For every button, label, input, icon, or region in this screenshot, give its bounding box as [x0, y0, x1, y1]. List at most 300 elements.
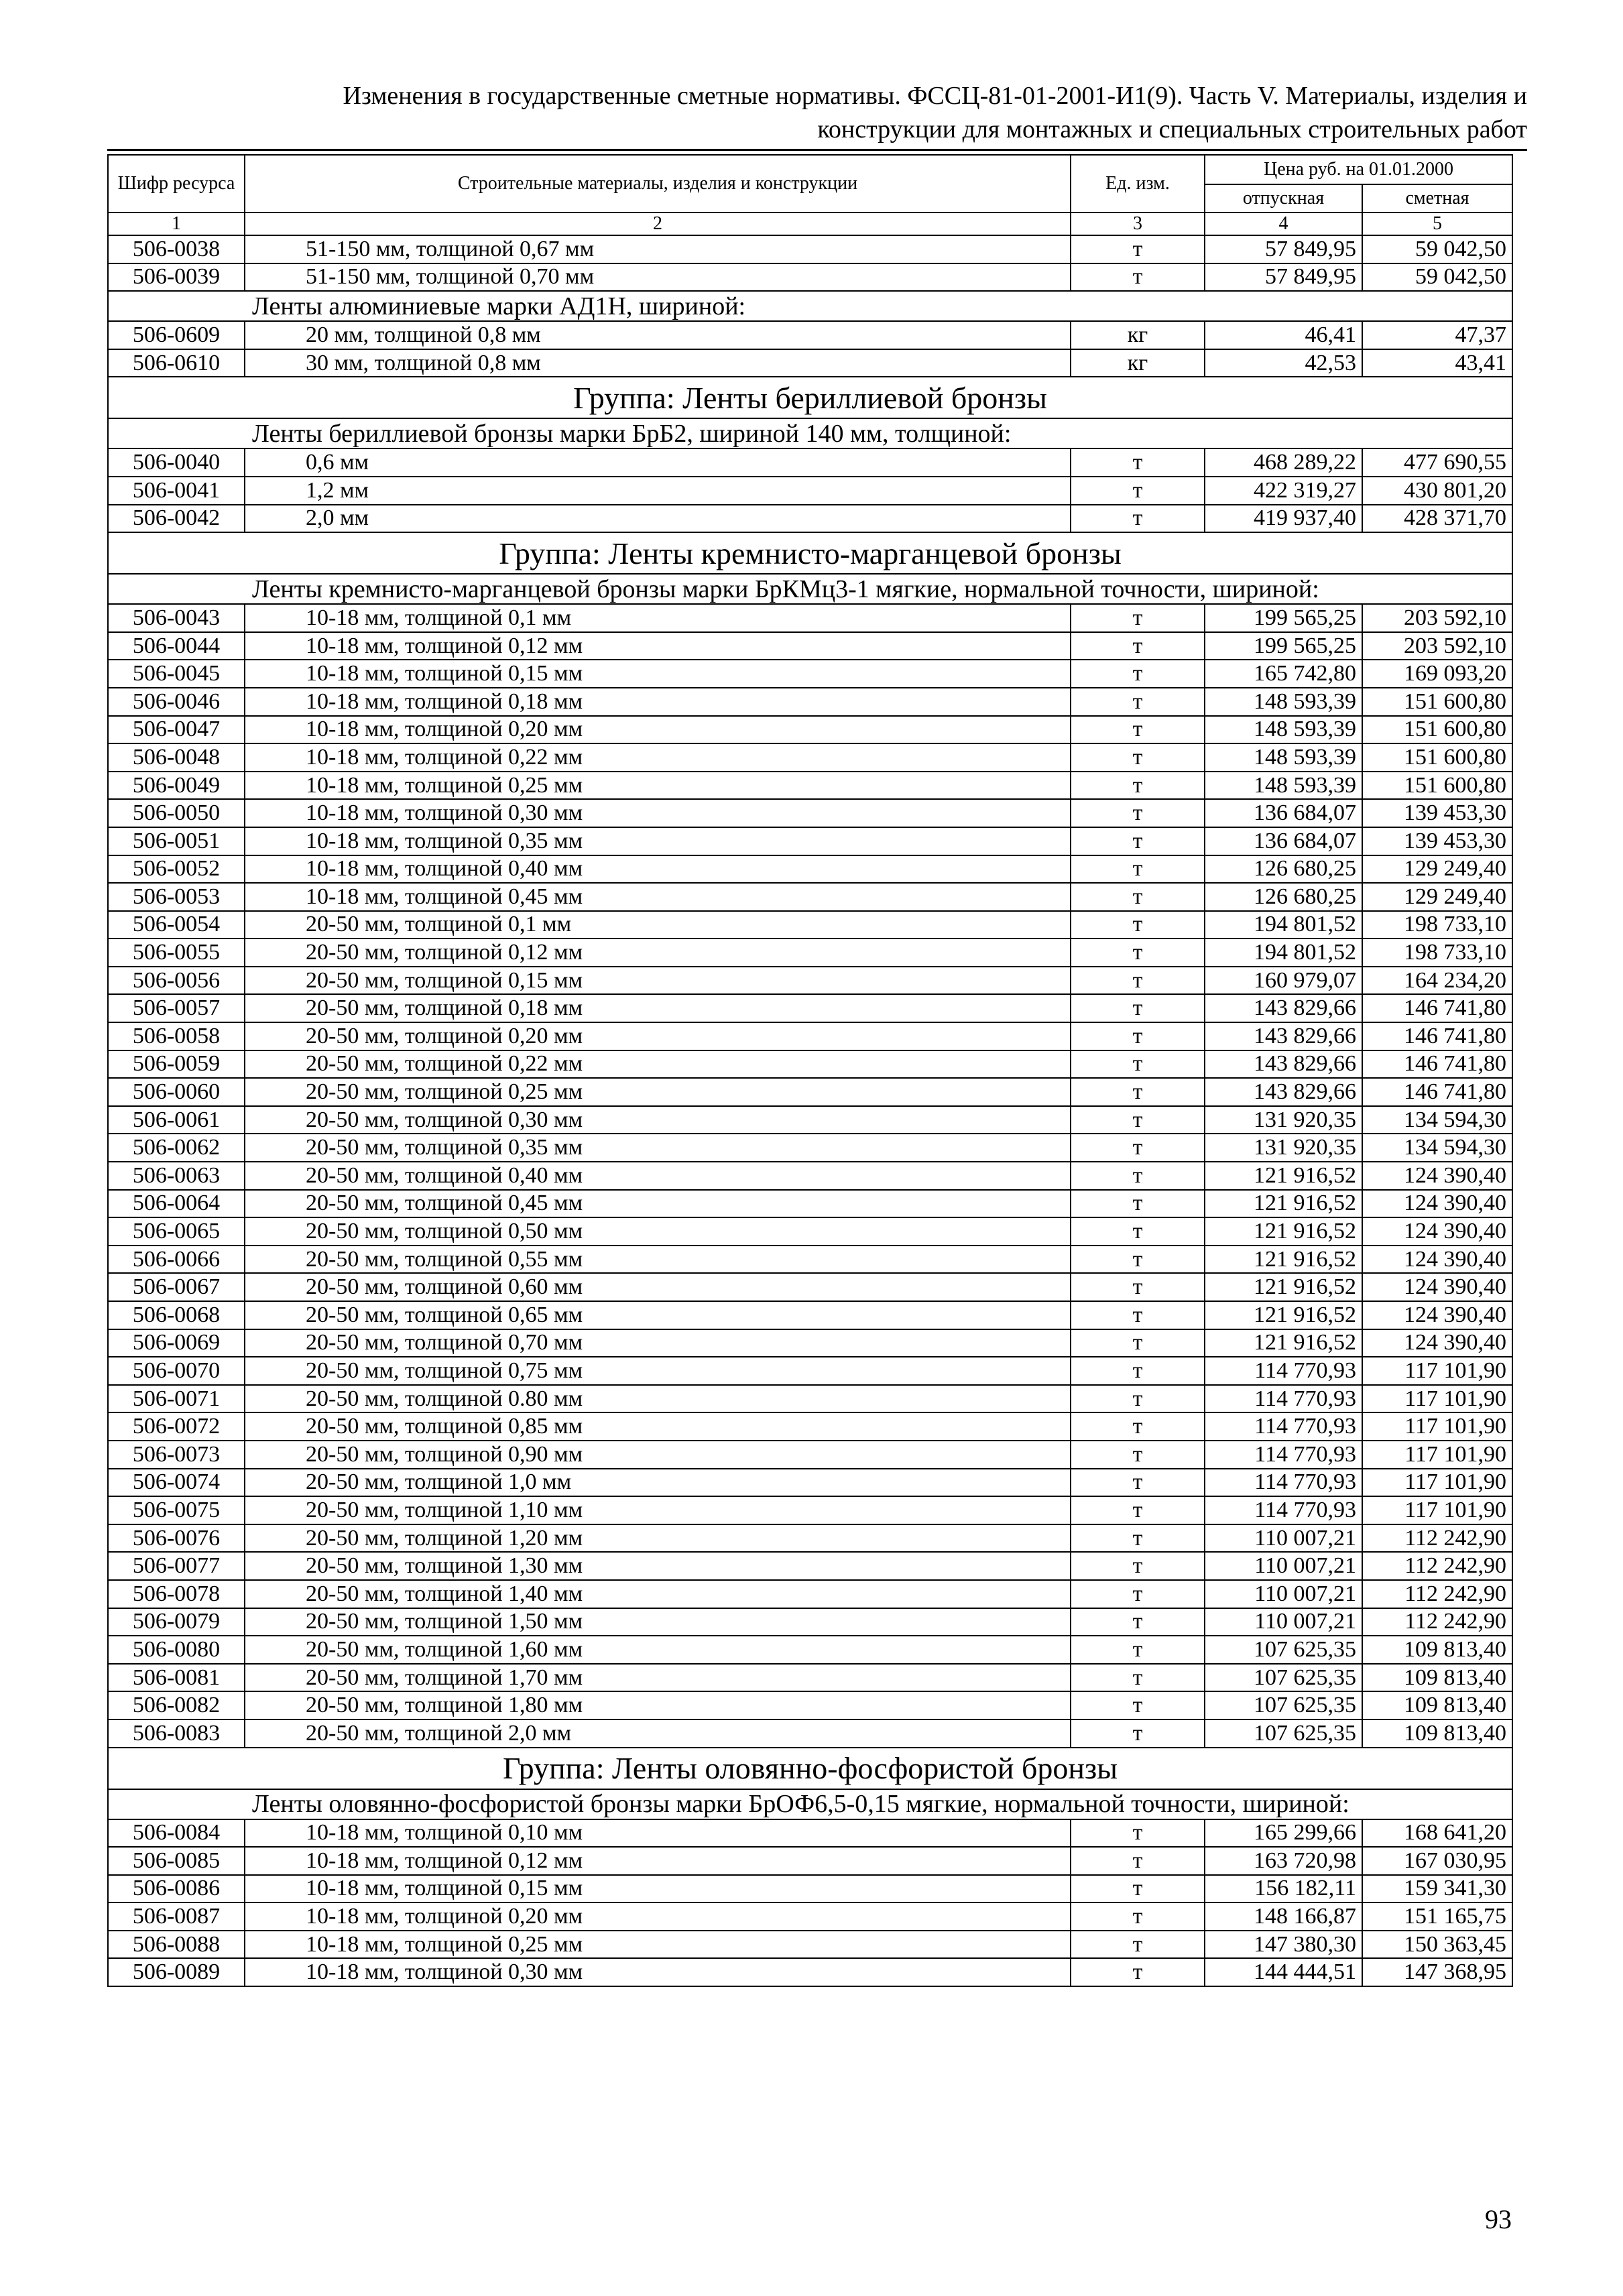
- resource-code: 506-0046: [108, 688, 245, 716]
- table-row: [108, 660, 1512, 688]
- estimate-price: 139 453,30: [1362, 799, 1512, 827]
- material-name: 20 мм, толщиной 0,8 мм: [245, 321, 1071, 349]
- unit: т: [1071, 1719, 1205, 1748]
- material-name: 20-50 мм, толщиной 0,20 мм: [245, 1022, 1071, 1050]
- unit: т: [1071, 772, 1205, 800]
- page-number: 93: [1485, 2204, 1512, 2234]
- table-row: [108, 1357, 1512, 1385]
- table-row: [108, 911, 1512, 939]
- resource-code: 506-0086: [108, 1875, 245, 1903]
- material-name: 10-18 мм, толщиной 0,30 мм: [245, 799, 1071, 827]
- unit: т: [1071, 1819, 1205, 1848]
- unit: т: [1071, 1246, 1205, 1274]
- header-line-1: Изменения в государственные сметные нормативы. ФССЦ-81-01-2001-И1(9). Часть V. Материалы, изделия и: [343, 82, 1527, 110]
- material-name: 20-50 мм, толщиной 0,50 мм: [245, 1217, 1071, 1246]
- estimate-price: 146 741,80: [1362, 1050, 1512, 1079]
- table-row: [108, 716, 1512, 744]
- unit: т: [1071, 967, 1205, 995]
- material-name: 10-18 мм, толщиной 0,12 мм: [245, 1847, 1071, 1875]
- unit: т: [1071, 1078, 1205, 1106]
- table-row: [108, 1190, 1512, 1218]
- release-price: 107 625,35: [1205, 1691, 1362, 1719]
- resource-code: 506-0056: [108, 967, 245, 995]
- material-name: 10-18 мм, толщиной 0,10 мм: [245, 1819, 1071, 1848]
- release-price: 107 625,35: [1205, 1719, 1362, 1748]
- unit: т: [1071, 743, 1205, 772]
- col-header-release: отпускная: [1205, 184, 1362, 213]
- material-name: 20-50 мм, толщиной 1,50 мм: [245, 1608, 1071, 1636]
- material-name: 20-50 мм, толщиной 0,85 мм: [245, 1412, 1071, 1441]
- estimate-price: 147 368,95: [1362, 1958, 1512, 1986]
- material-name: 0,6 мм: [245, 448, 1071, 477]
- estimate-price: 198 733,10: [1362, 939, 1512, 967]
- material-name: 20-50 мм, толщиной 0,70 мм: [245, 1329, 1071, 1357]
- table-row: [108, 1636, 1512, 1664]
- material-name: 10-18 мм, толщиной 0,35 мм: [245, 827, 1071, 855]
- release-price: 468 289,22: [1205, 448, 1362, 477]
- table-row: [108, 505, 1512, 533]
- resource-code: 506-0087: [108, 1902, 245, 1931]
- table-row: [108, 967, 1512, 995]
- subheading: Ленты алюминиевые марки АД1Н, шириной:: [108, 291, 1512, 321]
- unit: т: [1071, 604, 1205, 632]
- table-row: [108, 1819, 1512, 1848]
- estimate-price: 112 242,90: [1362, 1552, 1512, 1580]
- release-price: 110 007,21: [1205, 1524, 1362, 1553]
- resource-code: 506-0047: [108, 716, 245, 744]
- resource-code: 506-0064: [108, 1190, 245, 1218]
- unit: т: [1071, 1524, 1205, 1553]
- release-price: 114 770,93: [1205, 1412, 1362, 1441]
- unit: т: [1071, 883, 1205, 911]
- table-row: [108, 827, 1512, 855]
- table-row: [108, 1902, 1512, 1931]
- table-row: [108, 1329, 1512, 1357]
- resource-code: 506-0052: [108, 855, 245, 884]
- resource-code: 506-0080: [108, 1636, 245, 1664]
- subheading-row: [108, 1789, 1512, 1819]
- release-price: 148 593,39: [1205, 743, 1362, 772]
- subheading: Ленты бериллиевой бронзы марки БрБ2, шириной 140 мм, толщиной:: [108, 418, 1512, 448]
- unit: т: [1071, 1106, 1205, 1134]
- group-heading: Группа: Ленты кремнисто-марганцевой бронзы: [108, 532, 1512, 574]
- table-row: [108, 263, 1512, 292]
- release-price: 107 625,35: [1205, 1664, 1362, 1692]
- resource-code: 506-0048: [108, 743, 245, 772]
- table-row: [108, 1273, 1512, 1301]
- col-header-unit: Ед. изм.: [1071, 155, 1205, 213]
- estimate-price: 112 242,90: [1362, 1524, 1512, 1553]
- unit: т: [1071, 448, 1205, 477]
- unit: т: [1071, 1412, 1205, 1441]
- material-name: 20-50 мм, толщиной 0.80 мм: [245, 1385, 1071, 1413]
- material-name: 20-50 мм, толщиной 1,20 мм: [245, 1524, 1071, 1553]
- unit: т: [1071, 1217, 1205, 1246]
- release-price: 143 829,66: [1205, 1022, 1362, 1050]
- table-row: [108, 772, 1512, 800]
- release-price: 419 937,40: [1205, 505, 1362, 533]
- release-price: 114 770,93: [1205, 1385, 1362, 1413]
- subheading: Ленты оловянно-фосфористой бронзы марки БрОФ6,5-0,15 мягкие, нормальной точности, шириной:: [108, 1789, 1512, 1819]
- unit: т: [1071, 1691, 1205, 1719]
- col-number: 4: [1205, 213, 1362, 235]
- resource-code: 506-0077: [108, 1552, 245, 1580]
- unit: т: [1071, 1902, 1205, 1931]
- material-name: 10-18 мм, толщиной 0,20 мм: [245, 716, 1071, 744]
- table-row: [108, 1412, 1512, 1441]
- material-name: 20-50 мм, толщиной 0,15 мм: [245, 967, 1071, 995]
- subheading: Ленты кремнисто-марганцевой бронзы марки БрКМц3-1 мягкие, нормальной точности, шириной:: [108, 574, 1512, 604]
- group-heading: Группа: Ленты бериллиевой бронзы: [108, 377, 1512, 418]
- table-row: [108, 1958, 1512, 1986]
- table-row: [108, 1664, 1512, 1692]
- unit: т: [1071, 1608, 1205, 1636]
- release-price: 126 680,25: [1205, 855, 1362, 884]
- resource-code: 506-0075: [108, 1496, 245, 1524]
- estimate-price: 151 600,80: [1362, 743, 1512, 772]
- unit: т: [1071, 1273, 1205, 1301]
- table-row: [108, 1496, 1512, 1524]
- material-name: 2,0 мм: [245, 505, 1071, 533]
- estimate-price: 59 042,50: [1362, 235, 1512, 263]
- material-name: 20-50 мм, толщиной 0,45 мм: [245, 1190, 1071, 1218]
- material-name: 10-18 мм, толщиной 0,1 мм: [245, 604, 1071, 632]
- material-name: 20-50 мм, толщиной 0,35 мм: [245, 1134, 1071, 1162]
- estimate-price: 159 341,30: [1362, 1875, 1512, 1903]
- unit: т: [1071, 1580, 1205, 1608]
- unit: т: [1071, 1022, 1205, 1050]
- release-price: 131 920,35: [1205, 1134, 1362, 1162]
- resource-code: 506-0038: [108, 235, 245, 263]
- table-row: [108, 1552, 1512, 1580]
- release-price: 194 801,52: [1205, 939, 1362, 967]
- material-name: 30 мм, толщиной 0,8 мм: [245, 349, 1071, 377]
- resource-code: 506-0059: [108, 1050, 245, 1079]
- resource-code: 506-0065: [108, 1217, 245, 1246]
- estimate-price: 124 390,40: [1362, 1301, 1512, 1329]
- col-number: 3: [1071, 213, 1205, 235]
- resource-code: 506-0042: [108, 505, 245, 533]
- release-price: 160 979,07: [1205, 967, 1362, 995]
- estimate-price: 139 453,30: [1362, 827, 1512, 855]
- table-row: [108, 1162, 1512, 1190]
- col-number: 2: [245, 213, 1071, 235]
- release-price: 156 182,11: [1205, 1875, 1362, 1903]
- estimate-price: 428 371,70: [1362, 505, 1512, 533]
- unit: т: [1071, 1190, 1205, 1218]
- material-name: 20-50 мм, толщиной 0,12 мм: [245, 939, 1071, 967]
- release-price: 199 565,25: [1205, 632, 1362, 660]
- estimate-price: 124 390,40: [1362, 1162, 1512, 1190]
- table-row: [108, 1691, 1512, 1719]
- estimate-price: 146 741,80: [1362, 1078, 1512, 1106]
- resource-code: 506-0083: [108, 1719, 245, 1748]
- unit: т: [1071, 1496, 1205, 1524]
- release-price: 46,41: [1205, 321, 1362, 349]
- release-price: 136 684,07: [1205, 799, 1362, 827]
- release-price: 121 916,52: [1205, 1329, 1362, 1357]
- release-price: 131 920,35: [1205, 1106, 1362, 1134]
- subheading-row: [108, 291, 1512, 321]
- table-row: [108, 1217, 1512, 1246]
- release-price: 194 801,52: [1205, 911, 1362, 939]
- col-header-price: Цена руб. на 01.01.2000: [1205, 155, 1512, 184]
- unit: т: [1071, 688, 1205, 716]
- table-row: [108, 1847, 1512, 1875]
- resource-code: 506-0610: [108, 349, 245, 377]
- material-name: 20-50 мм, толщиной 0,55 мм: [245, 1246, 1071, 1274]
- release-price: 422 319,27: [1205, 477, 1362, 505]
- material-name: 10-18 мм, толщиной 0,22 мм: [245, 743, 1071, 772]
- price-table: [107, 154, 1513, 1987]
- unit: т: [1071, 939, 1205, 967]
- estimate-price: 117 101,90: [1362, 1496, 1512, 1524]
- estimate-price: 117 101,90: [1362, 1385, 1512, 1413]
- estimate-price: 203 592,10: [1362, 604, 1512, 632]
- table-row: [108, 743, 1512, 772]
- table-row: [108, 799, 1512, 827]
- material-name: 20-50 мм, толщиной 0,90 мм: [245, 1441, 1071, 1469]
- estimate-price: 151 600,80: [1362, 772, 1512, 800]
- resource-code: 506-0040: [108, 448, 245, 477]
- material-name: 20-50 мм, толщиной 1,70 мм: [245, 1664, 1071, 1692]
- resource-code: 506-0067: [108, 1273, 245, 1301]
- group-heading: Группа: Ленты оловянно-фосфористой бронзы: [108, 1748, 1512, 1789]
- resource-code: 506-0039: [108, 263, 245, 292]
- col-number: 1: [108, 213, 245, 235]
- estimate-price: 169 093,20: [1362, 660, 1512, 688]
- col-header-name: Строительные материалы, изделия и конструкции: [245, 155, 1071, 213]
- material-name: 10-18 мм, толщиной 0,20 мм: [245, 1902, 1071, 1931]
- unit: т: [1071, 1385, 1205, 1413]
- estimate-price: 203 592,10: [1362, 632, 1512, 660]
- unit: т: [1071, 827, 1205, 855]
- col-number: 5: [1362, 213, 1512, 235]
- material-name: 51-150 мм, толщиной 0,70 мм: [245, 263, 1071, 292]
- estimate-price: 134 594,30: [1362, 1106, 1512, 1134]
- table-row: [108, 688, 1512, 716]
- resource-code: 506-0074: [108, 1469, 245, 1497]
- material-name: 20-50 мм, толщиной 1,0 мм: [245, 1469, 1071, 1497]
- material-name: 20-50 мм, толщиной 0,65 мм: [245, 1301, 1071, 1329]
- resource-code: 506-0076: [108, 1524, 245, 1553]
- header-rule: [107, 149, 1527, 151]
- unit: т: [1071, 1552, 1205, 1580]
- unit: т: [1071, 855, 1205, 884]
- material-name: 20-50 мм, толщиной 1,40 мм: [245, 1580, 1071, 1608]
- group-row: [108, 377, 1512, 418]
- material-name: 20-50 мм, толщиной 0,25 мм: [245, 1078, 1071, 1106]
- group-row: [108, 1748, 1512, 1789]
- estimate-price: 124 390,40: [1362, 1273, 1512, 1301]
- release-price: 110 007,21: [1205, 1608, 1362, 1636]
- release-price: 57 849,95: [1205, 263, 1362, 292]
- unit: т: [1071, 1357, 1205, 1385]
- release-price: 114 770,93: [1205, 1441, 1362, 1469]
- release-price: 121 916,52: [1205, 1246, 1362, 1274]
- estimate-price: 151 600,80: [1362, 716, 1512, 744]
- table-row: [108, 1469, 1512, 1497]
- estimate-price: 109 813,40: [1362, 1691, 1512, 1719]
- unit: т: [1071, 1875, 1205, 1903]
- page-header: [107, 79, 1527, 146]
- material-name: 10-18 мм, толщиной 0,12 мм: [245, 632, 1071, 660]
- subheading-row: [108, 574, 1512, 604]
- unit: т: [1071, 660, 1205, 688]
- estimate-price: 112 242,90: [1362, 1608, 1512, 1636]
- resource-code: 506-0044: [108, 632, 245, 660]
- table-row: [108, 1580, 1512, 1608]
- estimate-price: 109 813,40: [1362, 1636, 1512, 1664]
- material-name: 20-50 мм, толщиной 0,40 мм: [245, 1162, 1071, 1190]
- unit: т: [1071, 911, 1205, 939]
- unit: т: [1071, 994, 1205, 1022]
- material-name: 10-18 мм, толщиной 0,40 мм: [245, 855, 1071, 884]
- release-price: 165 742,80: [1205, 660, 1362, 688]
- estimate-price: 430 801,20: [1362, 477, 1512, 505]
- unit: т: [1071, 1958, 1205, 1986]
- release-price: 143 829,66: [1205, 1078, 1362, 1106]
- resource-code: 506-0081: [108, 1664, 245, 1692]
- release-price: 147 380,30: [1205, 1931, 1362, 1959]
- unit: т: [1071, 799, 1205, 827]
- unit: т: [1071, 1134, 1205, 1162]
- material-name: 20-50 мм, толщиной 0,30 мм: [245, 1106, 1071, 1134]
- unit: т: [1071, 1441, 1205, 1469]
- unit: т: [1071, 632, 1205, 660]
- release-price: 121 916,52: [1205, 1190, 1362, 1218]
- material-name: 10-18 мм, толщиной 0,30 мм: [245, 1958, 1071, 1986]
- release-price: 148 166,87: [1205, 1902, 1362, 1931]
- estimate-price: 146 741,80: [1362, 1022, 1512, 1050]
- resource-code: 506-0088: [108, 1931, 245, 1959]
- resource-code: 506-0066: [108, 1246, 245, 1274]
- resource-code: 506-0062: [108, 1134, 245, 1162]
- material-name: 20-50 мм, толщиной 1,30 мм: [245, 1552, 1071, 1580]
- release-price: 114 770,93: [1205, 1357, 1362, 1385]
- estimate-price: 129 249,40: [1362, 855, 1512, 884]
- estimate-price: 151 165,75: [1362, 1902, 1512, 1931]
- material-name: 10-18 мм, толщиной 0,18 мм: [245, 688, 1071, 716]
- material-name: 20-50 мм, толщиной 1,10 мм: [245, 1496, 1071, 1524]
- estimate-price: 117 101,90: [1362, 1412, 1512, 1441]
- material-name: 20-50 мм, толщиной 0,18 мм: [245, 994, 1071, 1022]
- unit: т: [1071, 505, 1205, 533]
- table-row: [108, 1106, 1512, 1134]
- estimate-price: 164 234,20: [1362, 967, 1512, 995]
- resource-code: 506-0054: [108, 911, 245, 939]
- estimate-price: 134 594,30: [1362, 1134, 1512, 1162]
- release-price: 107 625,35: [1205, 1636, 1362, 1664]
- resource-code: 506-0043: [108, 604, 245, 632]
- resource-code: 506-0049: [108, 772, 245, 800]
- material-name: 10-18 мм, толщиной 0,45 мм: [245, 883, 1071, 911]
- estimate-price: 109 813,40: [1362, 1719, 1512, 1748]
- release-price: 143 829,66: [1205, 994, 1362, 1022]
- unit: т: [1071, 1636, 1205, 1664]
- estimate-price: 151 600,80: [1362, 688, 1512, 716]
- table-row: [108, 1301, 1512, 1329]
- release-price: 110 007,21: [1205, 1580, 1362, 1608]
- table-row: [108, 1078, 1512, 1106]
- table-row: [108, 235, 1512, 263]
- resource-code: 506-0053: [108, 883, 245, 911]
- unit: т: [1071, 1931, 1205, 1959]
- unit: кг: [1071, 349, 1205, 377]
- unit: т: [1071, 1469, 1205, 1497]
- estimate-price: 109 813,40: [1362, 1664, 1512, 1692]
- material-name: 20-50 мм, толщиной 2,0 мм: [245, 1719, 1071, 1748]
- table-row: [108, 994, 1512, 1022]
- estimate-price: 129 249,40: [1362, 883, 1512, 911]
- table-row: [108, 939, 1512, 967]
- material-name: 20-50 мм, толщиной 0,60 мм: [245, 1273, 1071, 1301]
- resource-code: 506-0071: [108, 1385, 245, 1413]
- release-price: 148 593,39: [1205, 772, 1362, 800]
- table-row: [108, 604, 1512, 632]
- release-price: 42,53: [1205, 349, 1362, 377]
- estimate-price: 167 030,95: [1362, 1847, 1512, 1875]
- release-price: 114 770,93: [1205, 1469, 1362, 1497]
- resource-code: 506-0069: [108, 1329, 245, 1357]
- estimate-price: 146 741,80: [1362, 994, 1512, 1022]
- resource-code: 506-0079: [108, 1608, 245, 1636]
- release-price: 121 916,52: [1205, 1301, 1362, 1329]
- col-header-estimate: сметная: [1362, 184, 1512, 213]
- unit: т: [1071, 1847, 1205, 1875]
- resource-code: 506-0609: [108, 321, 245, 349]
- resource-code: 506-0072: [108, 1412, 245, 1441]
- material-name: 20-50 мм, толщиной 1,60 мм: [245, 1636, 1071, 1664]
- estimate-price: 124 390,40: [1362, 1217, 1512, 1246]
- table-row: [108, 1608, 1512, 1636]
- resource-code: 506-0070: [108, 1357, 245, 1385]
- estimate-price: 43,41: [1362, 349, 1512, 377]
- estimate-price: 477 690,55: [1362, 448, 1512, 477]
- subheading-row: [108, 418, 1512, 448]
- resource-code: 506-0057: [108, 994, 245, 1022]
- resource-code: 506-0041: [108, 477, 245, 505]
- estimate-price: 124 390,40: [1362, 1329, 1512, 1357]
- table-row: [108, 632, 1512, 660]
- unit: т: [1071, 235, 1205, 263]
- release-price: 126 680,25: [1205, 883, 1362, 911]
- release-price: 163 720,98: [1205, 1847, 1362, 1875]
- resource-code: 506-0082: [108, 1691, 245, 1719]
- estimate-price: 112 242,90: [1362, 1580, 1512, 1608]
- table-row: [108, 321, 1512, 349]
- unit: т: [1071, 1664, 1205, 1692]
- material-name: 51-150 мм, толщиной 0,67 мм: [245, 235, 1071, 263]
- material-name: 20-50 мм, толщиной 0,75 мм: [245, 1357, 1071, 1385]
- release-price: 114 770,93: [1205, 1496, 1362, 1524]
- estimate-price: 124 390,40: [1362, 1190, 1512, 1218]
- release-price: 199 565,25: [1205, 604, 1362, 632]
- release-price: 110 007,21: [1205, 1552, 1362, 1580]
- estimate-price: 150 363,45: [1362, 1931, 1512, 1959]
- material-name: 20-50 мм, толщиной 0,1 мм: [245, 911, 1071, 939]
- table-row: [108, 883, 1512, 911]
- table-row: [108, 477, 1512, 505]
- table-row: [108, 1246, 1512, 1274]
- material-name: 10-18 мм, толщиной 0,15 мм: [245, 1875, 1071, 1903]
- resource-code: 506-0055: [108, 939, 245, 967]
- unit: т: [1071, 1050, 1205, 1079]
- estimate-price: 117 101,90: [1362, 1469, 1512, 1497]
- table-row: [108, 1719, 1512, 1748]
- release-price: 148 593,39: [1205, 716, 1362, 744]
- material-name: 20-50 мм, толщиной 0,22 мм: [245, 1050, 1071, 1079]
